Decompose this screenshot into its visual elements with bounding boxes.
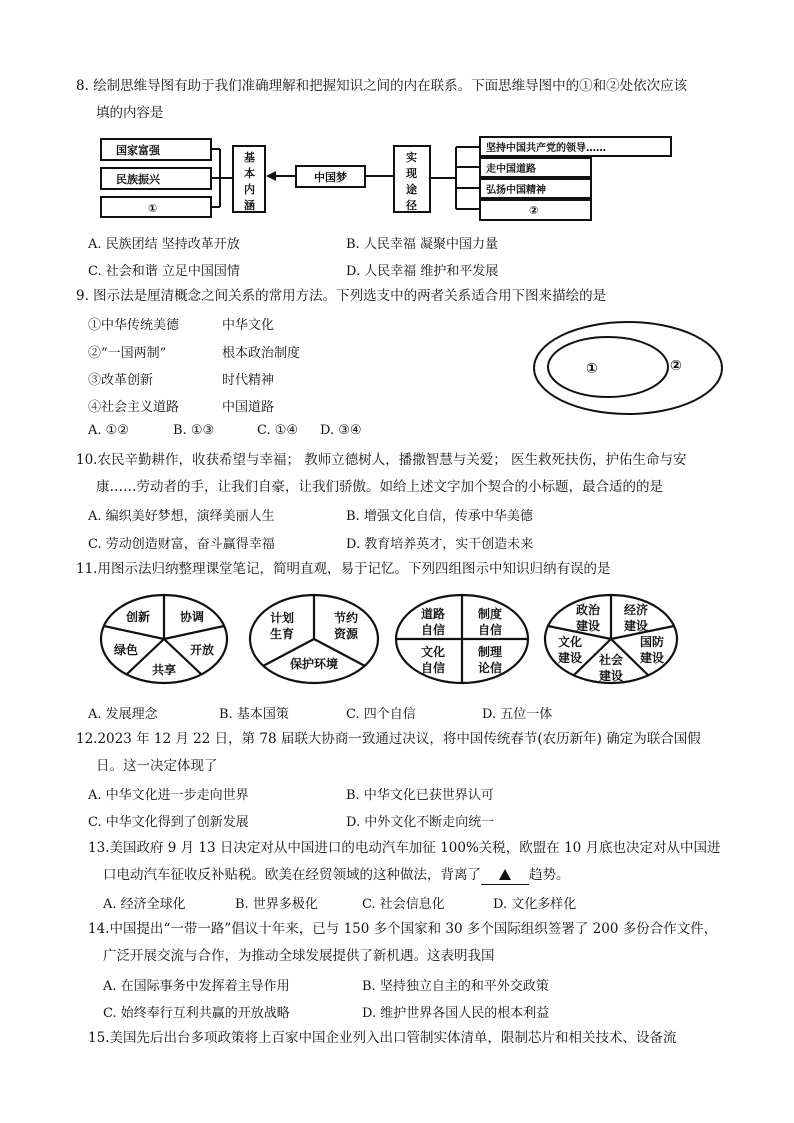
inner-ellipse — [548, 337, 668, 397]
q8-mind-map — [96, 132, 686, 224]
q8-option-b[interactable]: B. 人民幸福 凝聚中国力量 — [346, 237, 498, 252]
q9-pair-4-b: 中国道路 — [222, 400, 275, 415]
path-char-2: 现 — [406, 167, 417, 180]
q8-option-c[interactable]: C. 社会和谐 立足中国国情 — [88, 264, 240, 279]
right-item-4: ② — [529, 204, 539, 217]
q12-option-b[interactable]: B. 中华文化已获世界认可 — [346, 788, 494, 803]
q13-option-d[interactable]: D. 文化多样化 — [493, 897, 577, 912]
answer-blank — [481, 866, 529, 885]
q14-option-d[interactable]: D. 维护世界各国人民的根本利益 — [362, 1006, 550, 1021]
svg-text:政治: 政治 — [575, 603, 601, 617]
svg-text:制理: 制理 — [477, 645, 503, 659]
svg-text:建设: 建设 — [623, 619, 649, 633]
svg-text:制度: 制度 — [477, 607, 503, 621]
right-item-1: 坚持中国共产党的领导…… — [486, 143, 606, 154]
q10-option-a[interactable]: A. 编织美好梦想，演绎美丽人生 — [88, 509, 275, 524]
q9-ellipse-diagram — [530, 318, 726, 418]
outer-ellipse — [534, 322, 722, 414]
left-item-1: 国家富强 — [116, 144, 160, 157]
q14-stem-line2: 广泛开展交流与合作，为推动全球发展提供了新机遇。这表明我国 — [103, 948, 495, 964]
svg-text:文化: 文化 — [557, 635, 583, 649]
path-char-3: 途 — [406, 183, 417, 196]
right-item-2: 走中国道路 — [486, 164, 536, 175]
svg-text:经济: 经济 — [623, 603, 649, 617]
q9-pair-3-a: ③改革创新 — [88, 373, 154, 388]
q8-stem-line2: 填的内容是 — [96, 105, 164, 121]
left-item-2: 民族振兴 — [116, 173, 160, 186]
q9-stem: 9. 图示法是厘清概念之间关系的常用方法。下列选支中的两者关系适合用下图来描绘的是 — [76, 288, 607, 304]
q11-option-a[interactable]: A. 发展理念 — [88, 707, 158, 722]
q14-option-b[interactable]: B. 坚持独立自主的和平外交政策 — [362, 979, 549, 994]
pie1-label-4: 共享 — [151, 663, 177, 677]
svg-text:建设: 建设 — [557, 651, 583, 665]
q12-stem-line2: 日。这一决定体现了 — [96, 758, 218, 774]
pie1-label-2: 协调 — [179, 610, 205, 624]
svg-text:社会: 社会 — [598, 653, 624, 667]
q13-option-c[interactable]: C. 社会信息化 — [362, 897, 445, 912]
q9-option-b[interactable]: B. ①③ — [173, 423, 215, 438]
triangle-icon — [499, 869, 511, 880]
q8-option-a[interactable]: A. 民族团结 坚持改革开放 — [88, 237, 240, 252]
center-label: 中国梦 — [314, 171, 347, 184]
pie2-label-1a: 计划 — [269, 611, 295, 625]
path-char-4: 径 — [406, 199, 417, 212]
connotation-char-3: 内 — [244, 183, 255, 196]
q9-pair-2-b: 根本政治制度 — [222, 346, 301, 361]
connotation-char-2: 本 — [244, 167, 255, 180]
outer-label: ② — [670, 358, 682, 374]
q8-option-d[interactable]: D. 人民幸福 维护和平发展 — [346, 264, 499, 279]
right-item-3: 弘扬中国精神 — [486, 185, 546, 196]
svg-text:建设: 建设 — [575, 619, 601, 633]
q10-option-c[interactable]: C. 劳动创造财富，奋斗赢得幸福 — [88, 537, 275, 552]
left-item-3: ① — [148, 202, 158, 215]
svg-text:自信: 自信 — [420, 623, 446, 637]
svg-text:国防: 国防 — [639, 635, 665, 649]
pie1-label-1: 创新 — [125, 610, 151, 624]
pie2-label-3: 保护环境 — [289, 657, 339, 671]
q9-option-d[interactable]: D. ③④ — [320, 423, 362, 438]
q11-pie-diagrams — [96, 592, 716, 692]
q9-pair-2-a: ②“一国两制” — [88, 346, 167, 361]
q12-option-d[interactable]: D. 中外文化不断走向统一 — [346, 815, 495, 830]
q13-option-a[interactable]: A. 经济全球化 — [103, 897, 186, 912]
q9-pair-1-b: 中华文化 — [222, 318, 275, 333]
svg-text:建设: 建设 — [598, 669, 624, 683]
pie1-label-3: 开放 — [189, 643, 215, 657]
pie2-label-2b: 资源 — [333, 627, 359, 641]
svg-text:自信: 自信 — [477, 623, 503, 637]
q11-option-b[interactable]: B. 基本国策 — [219, 707, 289, 722]
path-char-1: 实 — [406, 151, 417, 164]
connotation-char-1: 基 — [244, 151, 255, 164]
q10-stem-line1: 10.农民辛勤耕作，收获希望与幸福； 教师立德树人，播撒智慧与关爱； 医生救死扶伤，护佑生命与安 — [76, 452, 687, 468]
svg-text:论信: 论信 — [477, 661, 503, 675]
svg-text:文化: 文化 — [420, 645, 446, 659]
connotation-char-4: 涵 — [244, 199, 255, 212]
q9-pair-3-b: 时代精神 — [222, 373, 275, 388]
pie2-label-1b: 生育 — [269, 627, 295, 641]
inner-label: ① — [586, 361, 598, 377]
q12-option-a[interactable]: A. 中华文化进一步走向世界 — [88, 788, 249, 803]
q13-stem-line2 — [103, 866, 570, 885]
q10-option-d[interactable]: D. 教育培养英才，实干创造未来 — [346, 537, 534, 552]
q14-option-c[interactable]: C. 始终奉行互利共赢的开放战略 — [103, 1006, 290, 1021]
q10-stem-line2: 康……劳动者的手，让我们自豪，让我们骄傲。如给上述文字加个契合的小标题，最合适的的是 — [96, 479, 663, 495]
svg-text:建设: 建设 — [639, 651, 665, 665]
q9-pair-1-a: ①中华传统美德 — [88, 318, 180, 333]
q13-stem-line1: 13.美国政府 9 月 13 日决定对从中国进口的电动汽车加征 100%关税，欧盟在 10 月底也决定对从中国进 — [88, 840, 721, 856]
q9-option-c[interactable]: C. ①④ — [257, 423, 299, 438]
pie2-label-2a: 节约 — [333, 611, 359, 625]
q12-stem-line1: 12.2023 年 12 月 22 日，第 78 届联大协商一致通过决议，将中国传统春节(农历新年) 确定为联合国假 — [76, 731, 701, 747]
q15-stem-line1: 15.美国先后出台多项政策将上百家中国企业列入出口管制实体清单，限制芯片和相关技术、设备流 — [88, 1030, 677, 1046]
q9-pair-4-a: ④社会主义道路 — [88, 400, 180, 415]
q11-option-d[interactable]: D. 五位一体 — [482, 707, 553, 722]
svg-text:自信: 自信 — [420, 661, 446, 675]
q13-stem-line2-a: 口电动汽车征收反补贴税。欧美在经贸领域的这种做法，背离了 — [103, 867, 481, 883]
svg-text:道路: 道路 — [420, 607, 446, 621]
pie1-label-5: 绿色 — [113, 643, 139, 657]
q14-stem-line1: 14.中国提出“一带一路”倡议十年来，已与 150 多个国家和 30 多个国际组织签署了 200 多份合作文件， — [88, 921, 718, 937]
q9-option-a[interactable]: A. ①② — [88, 423, 129, 438]
q8-stem-line1: 8. 绘制思维导图有助于我们准确理解和把握知识之间的内在联系。下面思维导图中的①和②处依次应该 — [76, 78, 688, 94]
q11-option-c[interactable]: C. 四个自信 — [346, 707, 416, 722]
q12-option-c[interactable]: C. 中华文化得到了创新发展 — [88, 815, 249, 830]
q13-option-b[interactable]: B. 世界多极化 — [235, 897, 318, 912]
q14-option-a[interactable]: A. 在国际事务中发挥着主导作用 — [103, 979, 290, 994]
q13-stem-line2-b: 趋势。 — [529, 867, 570, 883]
q10-option-b[interactable]: B. 增强文化自信，传承中华美德 — [346, 509, 533, 524]
q11-stem: 11.用图示法归纳整理课堂笔记，简明直观，易于记忆。下列四组图示中知识归纳有误的是 — [76, 561, 611, 577]
